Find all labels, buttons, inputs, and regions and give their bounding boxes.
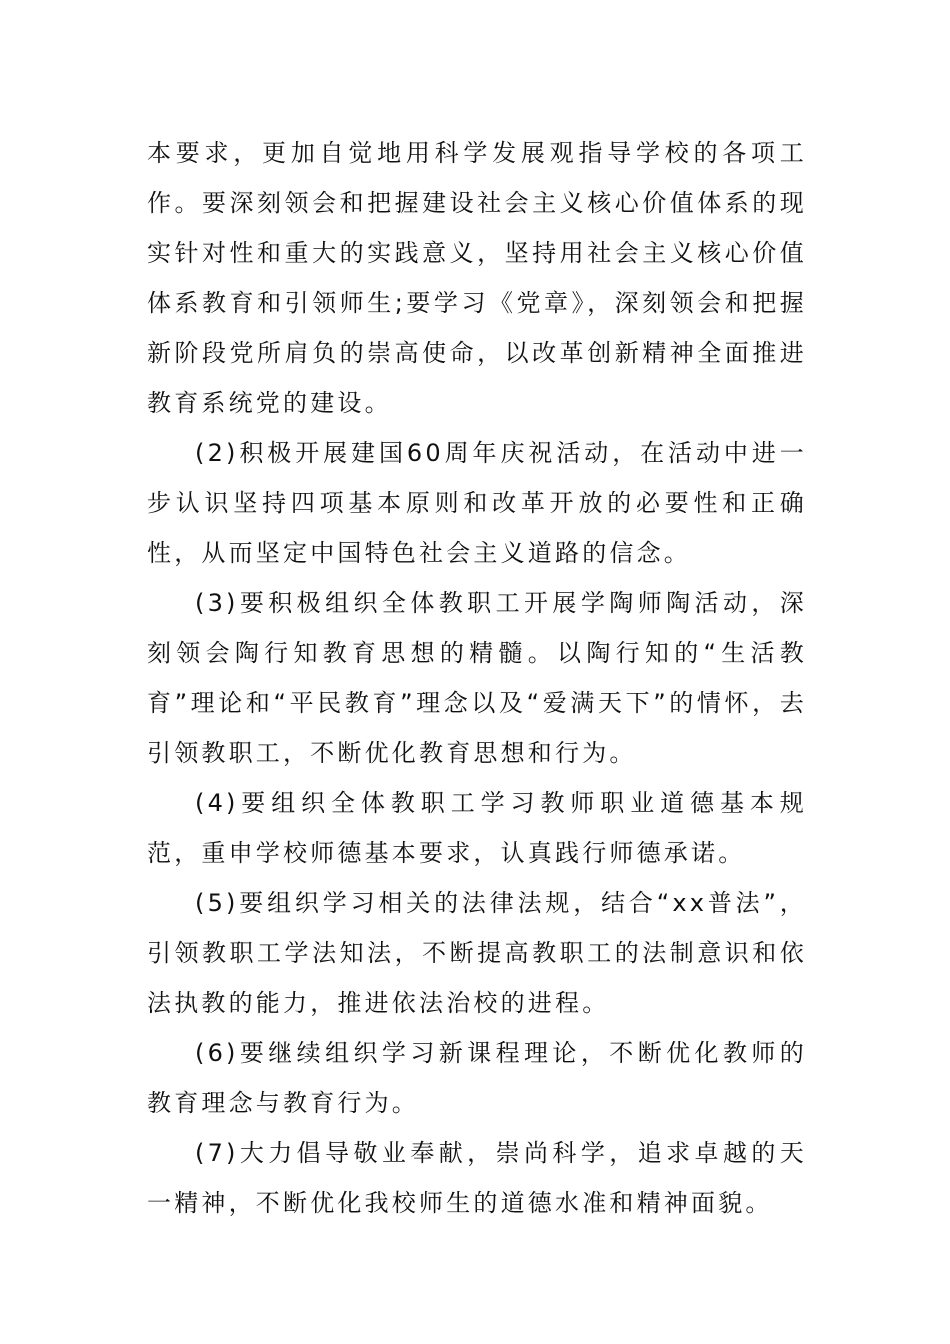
paragraph-continuation: 本要求，更加自觉地用科学发展观指导学校的各项工作。要深刻领会和把握建设社会主义核心价值体系的现实针对性和重大的实践意义，坚持用社会主义核心价值体系教育和引领师生;要学习《党章》，深刻领会和把握新阶段党所肩负的崇高使命，以改革创新精神全面推进教育系统党的建设。: [147, 139, 807, 417]
paragraph-item-4: (4)要组织全体教职工学习教师职业道德基本规范，重申学校师德基本要求，认真践行师德承诺。: [147, 789, 807, 867]
paragraph-item-6: (6)要继续组织学习新课程理论，不断优化教师的教育理念与教育行为。: [147, 1039, 807, 1117]
paragraph-item-5: (5)要组织学习相关的法律法规，结合“xx普法”，引领教职工学法知法，不断提高教职工的法制意识和依法执教的能力，推进依法治校的进程。: [147, 889, 807, 1017]
paragraph-item-7: (7)大力倡导敬业奉献，崇尚科学，追求卓越的天一精神，不断优化我校师生的道德水准和精神面貌。: [147, 1139, 807, 1217]
paragraph-item-3: (3)要积极组织全体教职工开展学陶师陶活动，深刻领会陶行知教育思想的精髓。以陶行知的“生活教育”理论和“平民教育”理念以及“爱满天下”的情怀，去引领教职工，不断优化教育思想和行为。: [147, 589, 807, 767]
paragraph-item-2: (2)积极开展建国60周年庆祝活动，在活动中进一步认识坚持四项基本原则和改革开放的必要性和正确性，从而坚定中国特色社会主义道路的信念。: [147, 439, 807, 567]
document-body: [147, 128, 807, 1228]
